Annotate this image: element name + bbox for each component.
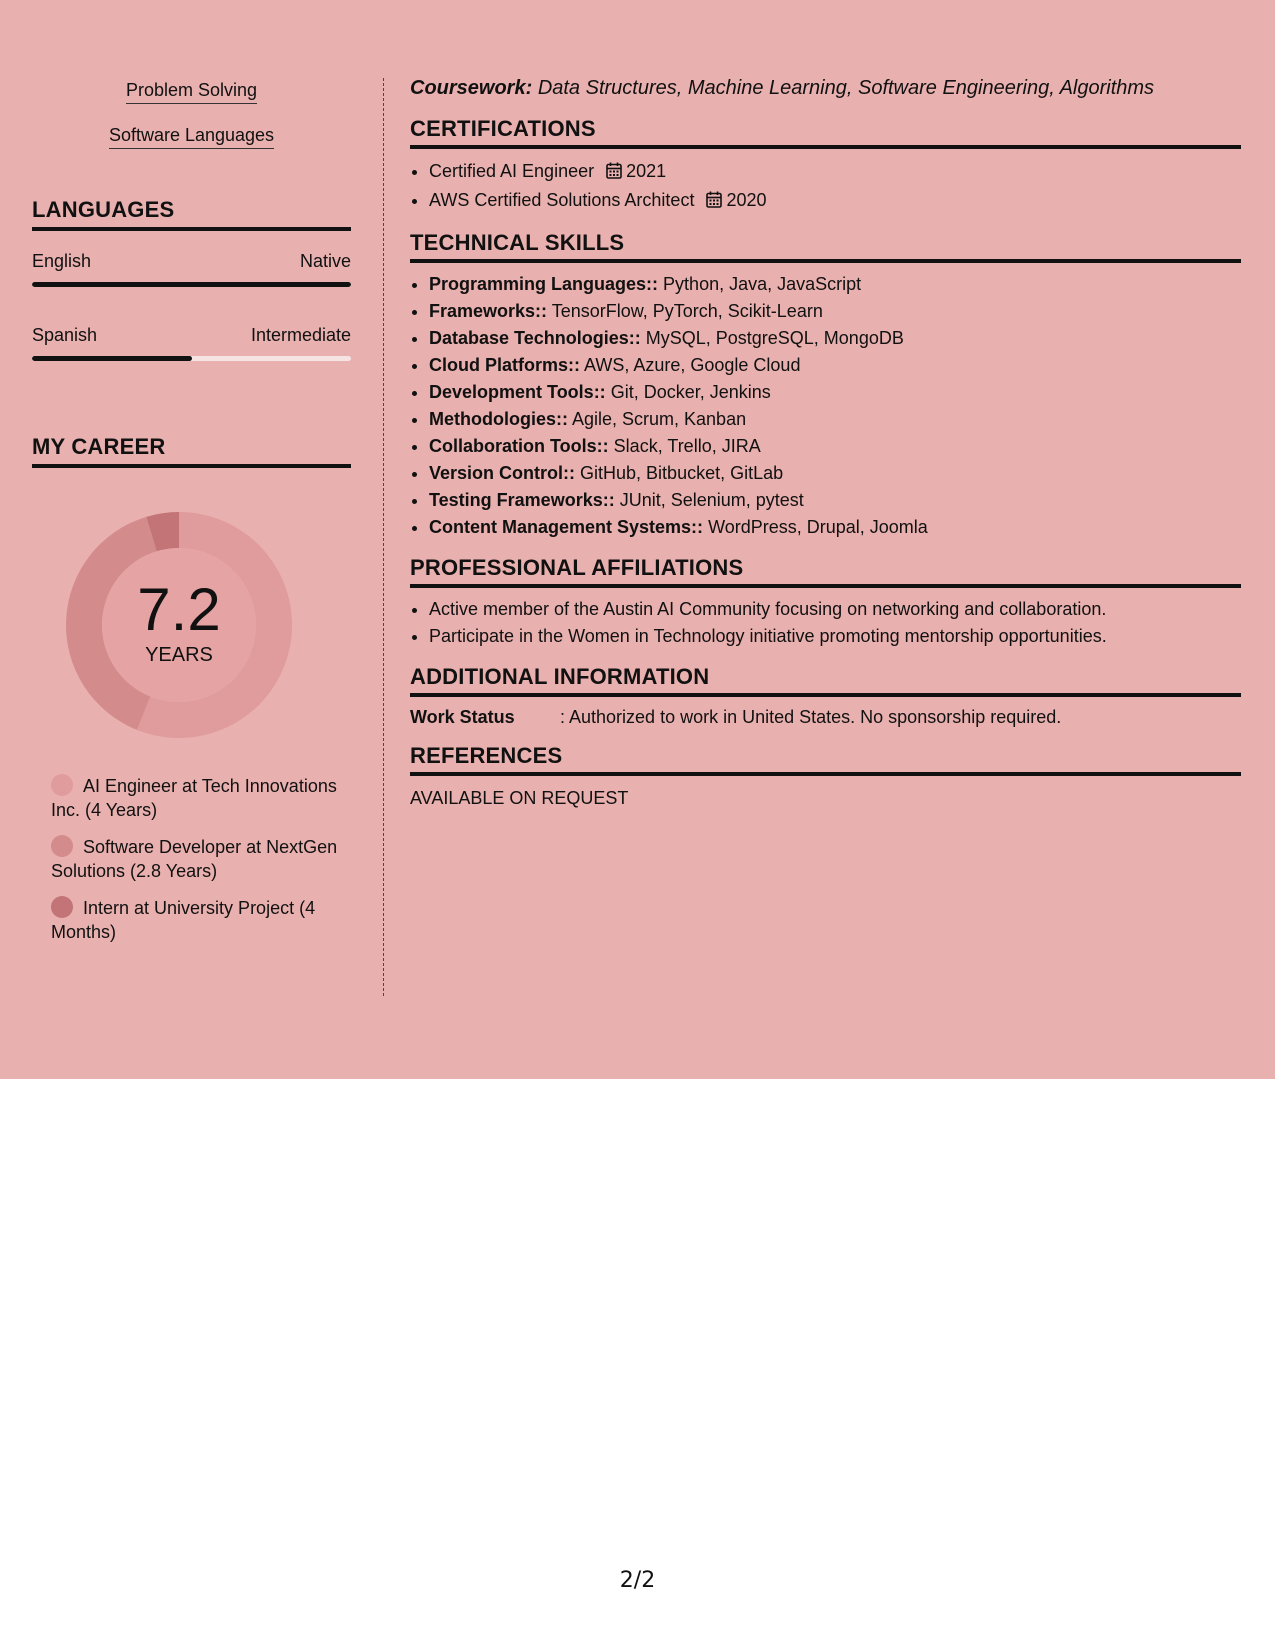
- certification-year: 2021: [626, 161, 667, 181]
- career-total-unit: YEARS: [145, 643, 213, 666]
- skill-software-languages: Software Languages: [109, 123, 274, 149]
- skill-item: [429, 379, 1241, 406]
- career-total-years: 7.2: [137, 575, 221, 643]
- skill-item: [429, 325, 1241, 352]
- language-name: English: [32, 251, 92, 271]
- language-level: Intermediate: [250, 325, 351, 345]
- technical-skills-section: [410, 230, 1241, 541]
- language-proficiency-bar: [32, 282, 351, 287]
- column-divider: [383, 78, 384, 996]
- skill-item: [429, 433, 1241, 460]
- work-status-label: Work Status: [410, 707, 515, 727]
- skill-label: Testing Frameworks::: [429, 490, 615, 510]
- calendar-icon: [606, 160, 622, 187]
- certification-year: 2020: [726, 190, 767, 210]
- skill-label: Version Control::: [429, 463, 576, 483]
- skill-label: Frameworks::: [429, 301, 548, 321]
- main-content: [410, 78, 1241, 810]
- certification-name: Certified AI Engineer: [429, 161, 595, 181]
- work-status-value: : Authorized to work in United States. No sponsorship required.: [560, 707, 1062, 727]
- skill-label: Development Tools::: [429, 382, 606, 402]
- skill-value: Slack, Trello, JIRA: [613, 436, 761, 456]
- skill-label: Cloud Platforms::: [429, 355, 580, 375]
- language-english: [32, 249, 351, 287]
- language-spanish: [32, 323, 351, 361]
- references-section: [410, 743, 1241, 810]
- skill-value: JUnit, Selenium, pytest: [619, 490, 804, 510]
- coursework: [410, 74, 1241, 102]
- affiliation-item: • Active member of the Austin AI Community focusing on networking and collaboration.: [429, 596, 1241, 623]
- legend-dot: [51, 835, 73, 857]
- calendar-icon: [706, 189, 722, 216]
- skill-item: [429, 352, 1241, 379]
- skill-item: [429, 514, 1241, 541]
- references-text: AVAILABLE ON REQUEST: [410, 788, 629, 808]
- coursework-text: Data Structures, Machine Learning, Software Engineering, Algorithms: [537, 77, 1155, 99]
- skill-value: Python, Java, JavaScript: [663, 274, 862, 294]
- affiliations-section: [410, 555, 1241, 650]
- skill-item: [429, 487, 1241, 514]
- additional-info-heading: ADDITIONAL INFORMATION: [410, 664, 1241, 697]
- language-proficiency-fill: [32, 282, 351, 287]
- coursework-label: Coursework:: [410, 77, 533, 99]
- skill-value: WordPress, Drupal, Joomla: [708, 517, 928, 537]
- skill-item: [429, 460, 1241, 487]
- languages-heading: LANGUAGES: [32, 197, 351, 231]
- skill-value: Agile, Scrum, Kanban: [572, 409, 747, 429]
- skill-label: Content Management Systems::: [429, 517, 704, 537]
- language-proficiency-fill: [32, 356, 192, 361]
- skill-label: Database Technologies::: [429, 328, 641, 348]
- language-proficiency-bar: [32, 356, 351, 361]
- skill-value: Git, Docker, Jenkins: [610, 382, 771, 402]
- skill-value: MySQL, PostgreSQL, MongoDB: [645, 328, 904, 348]
- legend-dot: [51, 774, 73, 796]
- skill-label: Programming Languages::: [429, 274, 659, 294]
- skill-item: [429, 298, 1241, 325]
- certification-item: [429, 158, 1241, 187]
- language-name: Spanish: [32, 325, 98, 345]
- work-status-row: [410, 705, 1241, 729]
- skill-value: GitHub, Bitbucket, GitLab: [580, 463, 784, 483]
- sidebar: [32, 78, 351, 957]
- skill-item: [429, 406, 1241, 433]
- skill-label: Methodologies::: [429, 409, 568, 429]
- legend-item: [51, 774, 341, 822]
- language-level: Native: [299, 251, 351, 271]
- skill-value: AWS, Azure, Google Cloud: [584, 355, 801, 375]
- certifications-heading: CERTIFICATIONS: [410, 116, 1241, 149]
- career-heading: MY CAREER: [32, 434, 351, 468]
- legend-item: [51, 835, 341, 883]
- career-donut-chart: [66, 512, 292, 738]
- legend-dot: [51, 896, 73, 918]
- skill-value: TensorFlow, PyTorch, Scikit-Learn: [551, 301, 823, 321]
- affiliation-item: • Participate in the Women in Technology initiative promoting mentorship opportunities.: [429, 623, 1241, 650]
- certification-name: AWS Certified Solutions Architect: [429, 190, 695, 210]
- affiliations-heading: PROFESSIONAL AFFILIATIONS: [410, 555, 1241, 588]
- legend-label: AI Engineer at Tech Innovations Inc. (4 Years): [51, 776, 337, 820]
- skill-problem-solving: Problem Solving: [126, 78, 257, 104]
- references-heading: REFERENCES: [410, 743, 1241, 776]
- certifications-section: [410, 116, 1241, 216]
- skill-item: [429, 271, 1241, 298]
- additional-info-section: [410, 664, 1241, 729]
- legend-label: Intern at University Project (4 Months): [51, 898, 316, 942]
- technical-skills-heading: TECHNICAL SKILLS: [410, 230, 1241, 263]
- legend-label: Software Developer at NextGen Solutions (2.8 Years): [51, 837, 338, 881]
- certification-item: [429, 187, 1241, 216]
- legend-item: [51, 896, 341, 944]
- page-number: 2/2: [619, 1568, 656, 1593]
- career-legend: [51, 774, 341, 944]
- skill-label: Collaboration Tools::: [429, 436, 609, 456]
